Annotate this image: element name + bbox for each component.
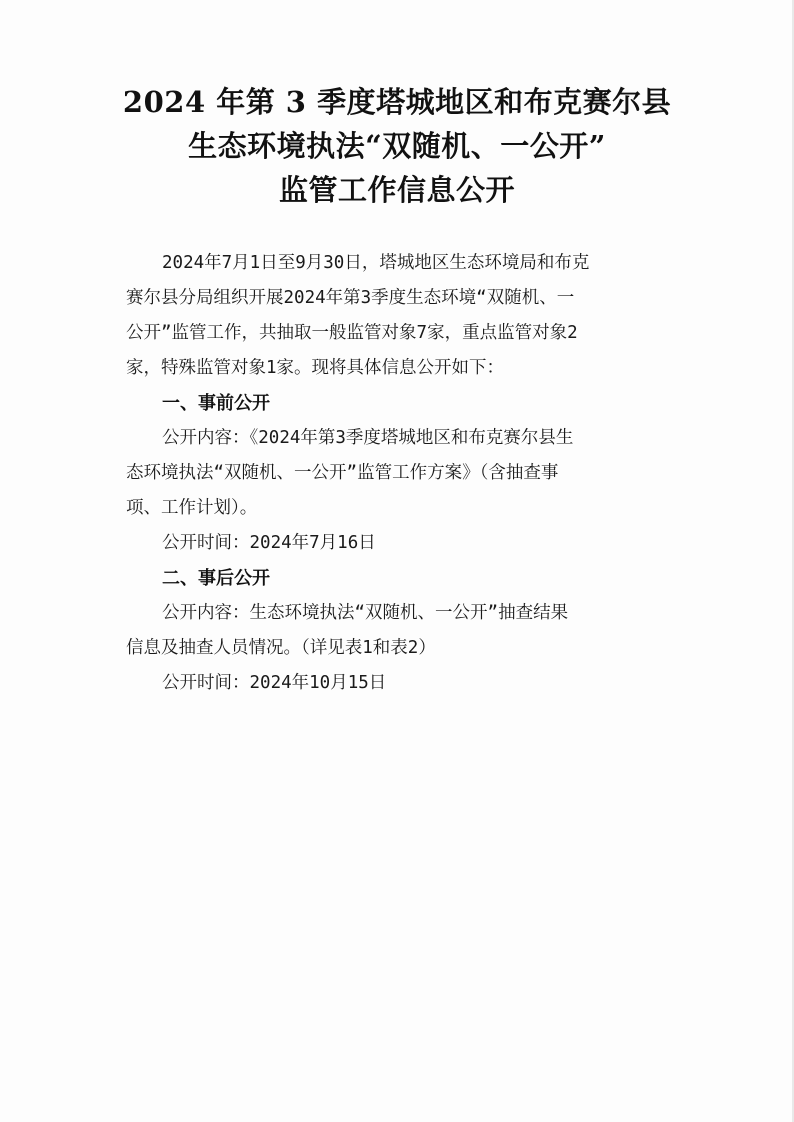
section2-content-line-1-text: 公开内容：生态环境执法“双随机、一公开”抽查结果 [162,603,569,623]
section1-content-line-3: 项、工作计划）。 [126,498,258,518]
section2-content-line-2: 信息及抽查人员情况。（详见表1和表2） [126,638,436,658]
section1-time-text: 公开时间：2024年7月16日 [162,533,376,553]
intro-line-3: 公开”监管工作，共抽取一般监管对象7家，重点监管对象2 [126,323,578,343]
document-title [0,80,794,212]
section1-time-paragraph [126,526,678,561]
section2-content-line-1 [126,596,678,631]
section1-time-line [126,526,678,561]
title-line-2: 生态环境执法“双随机、一公开” [188,129,606,163]
section2-content-paragraph [126,596,678,666]
section2-time-text: 公开时间：2024年10月15日 [162,673,387,693]
section1-content-line-1-text: 公开内容：《2024年第3季度塔城地区和布克赛尔县生 [162,428,574,448]
intro-line-2: 赛尔县分局组织开展2024年第3季度生态环境“双随机、一 [126,288,575,308]
section2-time-line [126,666,678,701]
section1-content-line-1 [126,421,678,456]
intro-line-4: 家，特殊监管对象1家。现将具体信息公开如下： [126,358,505,378]
section2-time-paragraph [126,666,678,701]
section-heading-prior-disclosure: 一、事前公开 [162,393,270,414]
title-line-1: 2024 年第 3 季度塔城地区和布克赛尔县 [122,85,672,119]
section-heading-post-disclosure: 二、事后公开 [162,568,270,589]
intro-line-1-text: 2024年7月1日至9月30日，塔城地区生态环境局和布克 [162,253,590,273]
section1-content-paragraph [126,421,678,526]
section1-content-line-2: 态环境执法“双随机、一公开”监管工作方案》（含抽查事 [126,463,559,483]
document-body [126,246,678,701]
title-line-3: 监管工作信息公开 [278,173,515,207]
intro-paragraph [126,246,678,386]
intro-line-1 [126,246,678,281]
